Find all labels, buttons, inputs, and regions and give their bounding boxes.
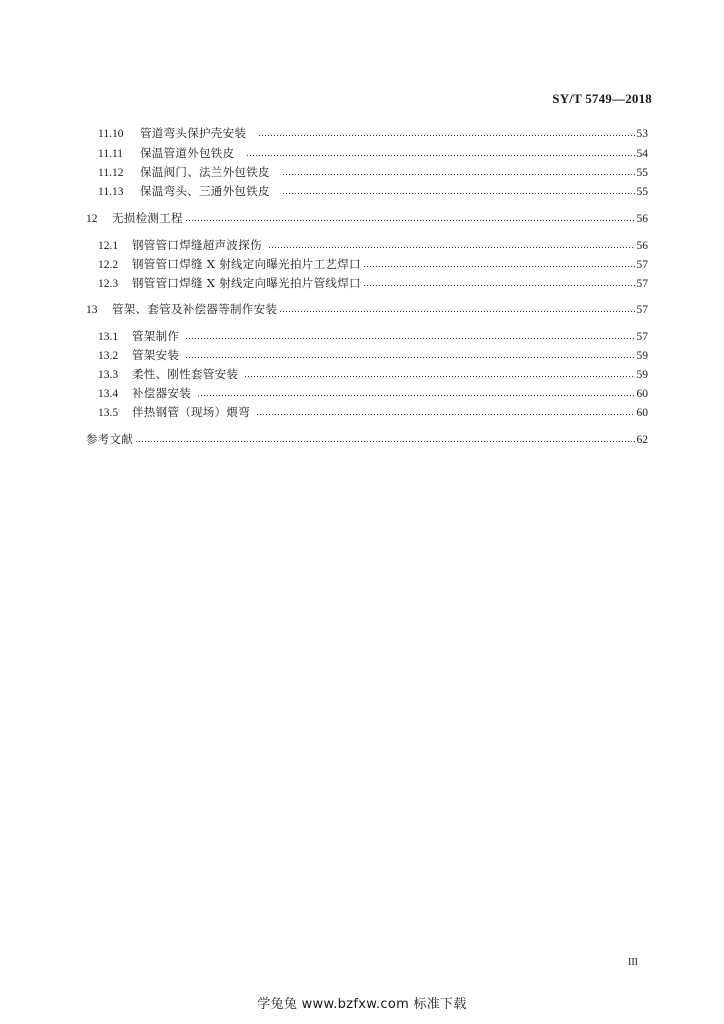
toc-entry-number: 13.2: [98, 350, 119, 362]
toc-entry-number: 12.1: [98, 240, 119, 252]
toc-entry[interactable]: [98, 329, 648, 344]
toc-entry-page: 55: [636, 167, 648, 179]
toc-entry-title: 保温阀门、法兰外包铁皮: [140, 165, 270, 179]
toc-entry-number: 13: [86, 304, 98, 316]
toc-entry-title: 无损检测工程: [112, 211, 183, 225]
toc-entry-title: 管架、套管及补偿器等制作安装: [112, 302, 278, 316]
watermark-text: 学兔兔 www.bzfxw.com 标准下载: [257, 997, 467, 1012]
toc-entry-title: 补偿器安装: [132, 386, 191, 400]
dot-leader: [246, 147, 634, 157]
toc-entry-page: 59: [636, 369, 648, 381]
toc-entry-title: 管道弯头保护壳安装: [140, 126, 247, 140]
toc-entry-number: 13.1: [98, 331, 119, 343]
dot-leader: [279, 303, 634, 313]
toc-entry-number: 11.12: [98, 167, 124, 179]
dot-leader: [256, 406, 635, 416]
toc-entry-number: 11.13: [98, 186, 124, 198]
dot-leader: [282, 166, 635, 176]
dot-leader: [185, 330, 634, 340]
toc-entry-page: 59: [636, 350, 648, 362]
toc-entry-page: 62: [636, 434, 648, 446]
toc-entry-page: 57: [636, 278, 648, 290]
toc-chapter[interactable]: [86, 302, 648, 317]
page-number: III: [628, 957, 638, 968]
toc-entry-page: 55: [636, 186, 648, 198]
toc-entry-number: 13.4: [98, 388, 119, 400]
toc-references[interactable]: [86, 432, 648, 447]
toc-entry[interactable]: [98, 146, 648, 161]
dot-leader: [135, 433, 634, 443]
toc-entry-page: 60: [636, 407, 648, 419]
toc-entry-number: 12.3: [98, 278, 119, 290]
dot-leader: [258, 127, 634, 137]
toc-entry-page: 56: [636, 213, 648, 225]
toc-entry[interactable]: [98, 348, 648, 363]
toc-entry[interactable]: [98, 257, 648, 272]
dot-leader: [363, 277, 635, 287]
toc-entry-title: 管架制作: [132, 329, 180, 343]
toc-entry-number: 13.3: [98, 369, 119, 381]
toc-entry-title: 伴热钢管（现场）煨弯: [132, 405, 250, 419]
toc-entry[interactable]: [98, 238, 648, 253]
toc-entry-number: 12.2: [98, 259, 119, 271]
toc-entry-title: 管架安装: [132, 348, 180, 362]
dot-leader: [185, 212, 635, 222]
toc-entry-title: 保温管道外包铁皮: [140, 146, 235, 160]
toc-entry-title: 钢管管口焊缝 X 射线定向曝光拍片工艺焊口: [132, 257, 361, 271]
standard-number: SY/T 5749—2018: [552, 91, 652, 106]
toc-entry-page: 57: [636, 259, 648, 271]
toc-entry-page: 53: [636, 128, 648, 140]
dot-leader: [282, 185, 635, 195]
dot-leader: [363, 258, 635, 268]
toc-entry-page: 54: [636, 148, 648, 160]
toc-entry-page: 57: [636, 331, 648, 343]
toc-entry-page: 60: [636, 388, 648, 400]
toc-entry-page: 57: [636, 304, 648, 316]
toc-entry-title: 保温弯头、三通外包铁皮: [140, 184, 270, 198]
dot-leader: [244, 368, 634, 378]
toc-entry-number: 11.11: [98, 148, 124, 160]
toc-entry[interactable]: [98, 126, 648, 141]
toc-entry-page: 56: [636, 240, 648, 252]
toc-entry[interactable]: [98, 165, 648, 180]
toc-entry-title: 参考文献: [86, 432, 134, 446]
toc-entry[interactable]: [98, 276, 648, 291]
toc-entry[interactable]: [98, 184, 648, 199]
toc-entry-number: 13.5: [98, 407, 119, 419]
dot-leader: [185, 349, 634, 359]
toc-entry-title: 钢管管口焊缝 X 射线定向曝光拍片管线焊口: [132, 276, 361, 290]
toc-entry-title: 钢管管口焊缝超声波探伤: [132, 238, 262, 252]
dot-leader: [268, 239, 635, 249]
toc-entry[interactable]: [98, 405, 648, 420]
toc-entry-title: 柔性、刚性套管安装: [132, 367, 239, 381]
toc-entry-number: 12: [86, 213, 98, 225]
toc-entry[interactable]: [98, 386, 648, 401]
toc-entry-number: 11.10: [98, 128, 124, 140]
toc-chapter[interactable]: [86, 211, 648, 226]
dot-leader: [197, 387, 635, 397]
toc-entry[interactable]: [98, 367, 648, 382]
